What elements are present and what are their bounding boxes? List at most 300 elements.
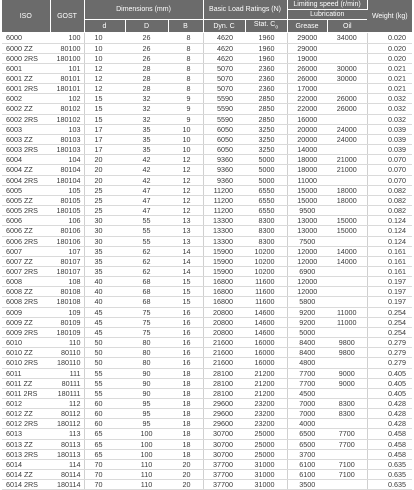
cell-gost: 111 xyxy=(50,368,84,378)
cell-d-large: 110 xyxy=(125,480,168,490)
cell-d-large: 42 xyxy=(125,165,168,175)
cell-b: 12 xyxy=(168,155,203,165)
cell-gost: 80108 xyxy=(50,287,84,297)
cell-d-small: 70 xyxy=(84,470,125,480)
cell-dyn: 20800 xyxy=(203,317,245,327)
cell-d-small: 30 xyxy=(84,236,125,246)
cell-d-small: 70 xyxy=(84,480,125,490)
table-row xyxy=(2,236,412,246)
cell-gost: 180108 xyxy=(50,297,84,307)
cell-iso: 6014 ZZ xyxy=(2,470,50,480)
cell-weight: 0.279 xyxy=(367,358,412,368)
col-header-stat xyxy=(245,20,287,33)
cell-stat: 5000 xyxy=(245,175,287,185)
cell-d-large: 90 xyxy=(125,388,168,398)
cell-oil: 7700 xyxy=(327,439,367,449)
table-row xyxy=(2,388,412,398)
cell-dyn: 29600 xyxy=(203,419,245,429)
cell-oil: 30000 xyxy=(327,74,367,84)
cell-weight: 0.635 xyxy=(367,470,412,480)
cell-grease: 6900 xyxy=(287,266,327,276)
cell-weight: 0.428 xyxy=(367,419,412,429)
cell-d-large: 28 xyxy=(125,84,168,94)
cell-stat: 1960 xyxy=(245,53,287,63)
cell-gost: 109 xyxy=(50,307,84,317)
cell-grease: 7000 xyxy=(287,409,327,419)
col-header-oil: Oil xyxy=(327,20,367,33)
cell-d-small: 20 xyxy=(84,165,125,175)
cell-grease: 22000 xyxy=(287,104,327,114)
cell-d-small: 60 xyxy=(84,409,125,419)
cell-oil: 30000 xyxy=(327,63,367,73)
cell-d-large: 47 xyxy=(125,185,168,195)
cell-stat: 31000 xyxy=(245,459,287,469)
cell-stat: 14600 xyxy=(245,317,287,327)
cell-oil: 7700 xyxy=(327,429,367,439)
cell-dyn: 4620 xyxy=(203,43,245,53)
cell-weight: 0.020 xyxy=(367,53,412,63)
table-row xyxy=(2,480,412,490)
cell-d-small: 55 xyxy=(84,368,125,378)
cell-gost: 180113 xyxy=(50,449,84,459)
cell-d-large: 47 xyxy=(125,206,168,216)
cell-grease: 16000 xyxy=(287,114,327,124)
cell-grease: 20000 xyxy=(287,134,327,144)
cell-b: 20 xyxy=(168,470,203,480)
cell-grease: 9200 xyxy=(287,317,327,327)
cell-b: 16 xyxy=(168,307,203,317)
cell-weight: 0.197 xyxy=(367,277,412,287)
cell-d-small: 20 xyxy=(84,175,125,185)
cell-oil xyxy=(327,53,367,63)
cell-grease: 5000 xyxy=(287,327,327,337)
cell-b: 14 xyxy=(168,256,203,266)
cell-oil: 18000 xyxy=(327,195,367,205)
cell-iso: 6007 2RS xyxy=(2,266,50,276)
cell-dyn: 4620 xyxy=(203,33,245,43)
cell-grease: 14000 xyxy=(287,145,327,155)
table-body xyxy=(2,33,412,490)
cell-dyn: 6050 xyxy=(203,145,245,155)
cell-grease: 3700 xyxy=(287,449,327,459)
col-header-grease: Grease xyxy=(287,20,327,33)
table-header xyxy=(2,0,412,33)
cell-weight: 0.032 xyxy=(367,114,412,124)
cell-iso: 6002 xyxy=(2,94,50,104)
cell-d-small: 12 xyxy=(84,84,125,94)
cell-iso: 6013 2RS xyxy=(2,449,50,459)
cell-gost: 110 xyxy=(50,338,84,348)
cell-gost: 103 xyxy=(50,124,84,134)
cell-stat: 3250 xyxy=(245,134,287,144)
cell-weight: 0.070 xyxy=(367,175,412,185)
cell-d-small: 70 xyxy=(84,459,125,469)
cell-gost: 80101 xyxy=(50,74,84,84)
cell-iso: 6009 xyxy=(2,307,50,317)
col-header-stat-sub: o xyxy=(275,24,279,31)
cell-grease: 29000 xyxy=(287,33,327,43)
cell-b: 20 xyxy=(168,459,203,469)
cell-dyn: 6050 xyxy=(203,134,245,144)
cell-weight: 0.635 xyxy=(367,480,412,490)
cell-b: 12 xyxy=(168,165,203,175)
table-row xyxy=(2,63,412,73)
cell-d-small: 35 xyxy=(84,256,125,266)
cell-d-large: 100 xyxy=(125,429,168,439)
cell-b: 8 xyxy=(168,74,203,84)
cell-gost: 180106 xyxy=(50,236,84,246)
cell-oil: 14000 xyxy=(327,246,367,256)
cell-iso: 6004 2RS xyxy=(2,175,50,185)
cell-gost: 80103 xyxy=(50,134,84,144)
cell-grease: 20000 xyxy=(287,124,327,134)
cell-d-large: 110 xyxy=(125,470,168,480)
cell-grease: 6100 xyxy=(287,470,327,480)
cell-d-small: 15 xyxy=(84,94,125,104)
cell-dyn: 16800 xyxy=(203,297,245,307)
cell-iso: 6010 2RS xyxy=(2,358,50,368)
cell-oil: 8300 xyxy=(327,399,367,409)
cell-b: 15 xyxy=(168,287,203,297)
cell-weight: 0.082 xyxy=(367,206,412,216)
cell-oil: 21000 xyxy=(327,155,367,165)
cell-b: 15 xyxy=(168,277,203,287)
cell-d-large: 47 xyxy=(125,195,168,205)
cell-b: 16 xyxy=(168,348,203,358)
cell-gost: 80114 xyxy=(50,470,84,480)
cell-d-large: 95 xyxy=(125,419,168,429)
cell-iso: 6005 ZZ xyxy=(2,195,50,205)
table-row xyxy=(2,216,412,226)
cell-dyn: 15900 xyxy=(203,266,245,276)
cell-d-small: 35 xyxy=(84,266,125,276)
cell-d-large: 68 xyxy=(125,287,168,297)
cell-grease: 4800 xyxy=(287,358,327,368)
cell-dyn: 20800 xyxy=(203,327,245,337)
cell-iso: 6014 2RS xyxy=(2,480,50,490)
cell-d-small: 12 xyxy=(84,63,125,73)
table-row xyxy=(2,358,412,368)
cell-dyn: 5070 xyxy=(203,63,245,73)
cell-d-small: 40 xyxy=(84,297,125,307)
cell-d-large: 80 xyxy=(125,338,168,348)
cell-dyn: 13300 xyxy=(203,216,245,226)
cell-iso: 6005 2RS xyxy=(2,206,50,216)
cell-oil xyxy=(327,358,367,368)
cell-iso: 6010 ZZ xyxy=(2,348,50,358)
cell-gost: 80106 xyxy=(50,226,84,236)
cell-b: 16 xyxy=(168,338,203,348)
cell-grease: 11000 xyxy=(287,175,327,185)
cell-weight: 0.124 xyxy=(367,226,412,236)
cell-grease: 8400 xyxy=(287,338,327,348)
cell-b: 13 xyxy=(168,236,203,246)
col-header-lubrication: Lubrication xyxy=(287,10,367,20)
cell-oil xyxy=(327,449,367,459)
cell-d-small: 25 xyxy=(84,206,125,216)
cell-d-large: 42 xyxy=(125,155,168,165)
cell-gost: 113 xyxy=(50,429,84,439)
cell-gost: 180100 xyxy=(50,53,84,63)
table-row xyxy=(2,327,412,337)
cell-iso: 6013 xyxy=(2,429,50,439)
cell-iso: 6012 2RS xyxy=(2,419,50,429)
table-row xyxy=(2,297,412,307)
cell-b: 18 xyxy=(168,439,203,449)
cell-b: 9 xyxy=(168,94,203,104)
cell-d-small: 17 xyxy=(84,145,125,155)
cell-stat: 16000 xyxy=(245,338,287,348)
cell-b: 16 xyxy=(168,317,203,327)
col-header-stat-label: Stat. C xyxy=(253,21,276,28)
cell-gost: 180107 xyxy=(50,266,84,276)
cell-d-large: 95 xyxy=(125,399,168,409)
cell-grease: 26000 xyxy=(287,63,327,73)
cell-d-small: 65 xyxy=(84,449,125,459)
cell-dyn: 5590 xyxy=(203,114,245,124)
cell-dyn: 13300 xyxy=(203,226,245,236)
cell-weight: 0.458 xyxy=(367,449,412,459)
cell-stat: 31000 xyxy=(245,480,287,490)
cell-grease: 4500 xyxy=(287,388,327,398)
cell-b: 13 xyxy=(168,226,203,236)
cell-dyn: 9360 xyxy=(203,175,245,185)
cell-d-small: 12 xyxy=(84,74,125,84)
table-row xyxy=(2,33,412,43)
table-row xyxy=(2,246,412,256)
cell-d-small: 60 xyxy=(84,399,125,409)
cell-stat: 23200 xyxy=(245,419,287,429)
cell-oil: 11000 xyxy=(327,307,367,317)
cell-iso: 6008 2RS xyxy=(2,297,50,307)
cell-b: 18 xyxy=(168,399,203,409)
table-row xyxy=(2,287,412,297)
cell-dyn: 15900 xyxy=(203,246,245,256)
cell-weight: 0.254 xyxy=(367,327,412,337)
cell-dyn: 11200 xyxy=(203,185,245,195)
cell-dyn: 15900 xyxy=(203,256,245,266)
cell-weight: 0.428 xyxy=(367,409,412,419)
cell-gost: 80110 xyxy=(50,348,84,358)
cell-d-large: 42 xyxy=(125,175,168,185)
cell-stat: 5000 xyxy=(245,155,287,165)
table-row xyxy=(2,114,412,124)
cell-dyn: 11200 xyxy=(203,195,245,205)
cell-stat: 10200 xyxy=(245,256,287,266)
cell-iso: 6000 2RS xyxy=(2,53,50,63)
cell-grease: 6500 xyxy=(287,429,327,439)
cell-gost: 112 xyxy=(50,399,84,409)
cell-stat: 21200 xyxy=(245,378,287,388)
table-row xyxy=(2,43,412,53)
cell-grease: 7700 xyxy=(287,378,327,388)
cell-d-large: 32 xyxy=(125,114,168,124)
cell-grease: 7700 xyxy=(287,368,327,378)
table-row xyxy=(2,104,412,114)
cell-d-large: 110 xyxy=(125,459,168,469)
col-header-dimensions: Dimensions (mm) xyxy=(84,0,203,20)
cell-dyn: 5590 xyxy=(203,94,245,104)
cell-weight: 0.020 xyxy=(367,33,412,43)
cell-b: 14 xyxy=(168,246,203,256)
cell-stat: 8300 xyxy=(245,216,287,226)
cell-oil xyxy=(327,266,367,276)
cell-gost: 180101 xyxy=(50,84,84,94)
cell-d-small: 65 xyxy=(84,429,125,439)
cell-d-large: 75 xyxy=(125,327,168,337)
cell-b: 12 xyxy=(168,195,203,205)
cell-iso: 6009 ZZ xyxy=(2,317,50,327)
cell-b: 12 xyxy=(168,206,203,216)
cell-gost: 180111 xyxy=(50,388,84,398)
cell-b: 18 xyxy=(168,368,203,378)
cell-b: 18 xyxy=(168,429,203,439)
table-row xyxy=(2,124,412,134)
cell-d-small: 45 xyxy=(84,327,125,337)
cell-b: 20 xyxy=(168,480,203,490)
cell-iso: 6008 xyxy=(2,277,50,287)
cell-dyn: 16800 xyxy=(203,277,245,287)
cell-d-large: 80 xyxy=(125,358,168,368)
cell-dyn: 28100 xyxy=(203,388,245,398)
cell-weight: 0.032 xyxy=(367,104,412,114)
cell-gost: 100 xyxy=(50,33,84,43)
table-row xyxy=(2,317,412,327)
table-row xyxy=(2,53,412,63)
cell-grease: 5800 xyxy=(287,297,327,307)
cell-iso: 6005 xyxy=(2,185,50,195)
cell-grease: 7000 xyxy=(287,399,327,409)
cell-d-large: 26 xyxy=(125,43,168,53)
cell-weight: 0.458 xyxy=(367,439,412,449)
cell-iso: 6009 2RS xyxy=(2,327,50,337)
cell-oil: 9800 xyxy=(327,348,367,358)
cell-gost: 107 xyxy=(50,246,84,256)
cell-oil: 14000 xyxy=(327,256,367,266)
cell-d-large: 90 xyxy=(125,378,168,388)
cell-gost: 180114 xyxy=(50,480,84,490)
cell-oil: 7100 xyxy=(327,470,367,480)
cell-stat: 2360 xyxy=(245,84,287,94)
cell-oil: 15000 xyxy=(327,226,367,236)
cell-stat: 16000 xyxy=(245,348,287,358)
cell-oil: 18000 xyxy=(327,185,367,195)
cell-weight: 0.161 xyxy=(367,266,412,276)
cell-stat: 2850 xyxy=(245,114,287,124)
cell-oil xyxy=(327,175,367,185)
cell-oil xyxy=(327,43,367,53)
cell-grease: 12000 xyxy=(287,287,327,297)
cell-weight: 0.197 xyxy=(367,287,412,297)
cell-gost: 108 xyxy=(50,277,84,287)
cell-gost: 80105 xyxy=(50,195,84,205)
cell-stat: 25000 xyxy=(245,429,287,439)
cell-b: 16 xyxy=(168,358,203,368)
cell-grease: 13000 xyxy=(287,226,327,236)
cell-d-large: 32 xyxy=(125,104,168,114)
cell-d-large: 55 xyxy=(125,236,168,246)
cell-dyn: 28100 xyxy=(203,378,245,388)
cell-weight: 0.021 xyxy=(367,74,412,84)
cell-b: 18 xyxy=(168,388,203,398)
cell-b: 18 xyxy=(168,378,203,388)
cell-gost: 180103 xyxy=(50,145,84,155)
cell-grease: 15000 xyxy=(287,185,327,195)
cell-gost: 80113 xyxy=(50,439,84,449)
cell-d-small: 15 xyxy=(84,114,125,124)
cell-d-small: 30 xyxy=(84,226,125,236)
cell-gost: 80104 xyxy=(50,165,84,175)
table-row xyxy=(2,195,412,205)
cell-iso: 6003 ZZ xyxy=(2,134,50,144)
cell-weight: 0.021 xyxy=(367,84,412,94)
cell-d-large: 75 xyxy=(125,307,168,317)
cell-b: 12 xyxy=(168,175,203,185)
cell-d-large: 55 xyxy=(125,216,168,226)
cell-oil: 9800 xyxy=(327,338,367,348)
cell-iso: 6013 ZZ xyxy=(2,439,50,449)
cell-d-large: 26 xyxy=(125,53,168,63)
cell-dyn: 16800 xyxy=(203,287,245,297)
cell-d-small: 35 xyxy=(84,246,125,256)
cell-grease: 15000 xyxy=(287,195,327,205)
cell-d-small: 20 xyxy=(84,155,125,165)
table-row xyxy=(2,277,412,287)
cell-dyn: 30700 xyxy=(203,429,245,439)
cell-d-small: 10 xyxy=(84,33,125,43)
cell-grease: 9200 xyxy=(287,307,327,317)
cell-stat: 1960 xyxy=(245,43,287,53)
cell-weight: 0.124 xyxy=(367,236,412,246)
cell-stat: 6550 xyxy=(245,206,287,216)
cell-d-large: 28 xyxy=(125,74,168,84)
cell-iso: 6012 xyxy=(2,399,50,409)
col-header-dyn: Dyn. C xyxy=(203,20,245,33)
cell-weight: 0.405 xyxy=(367,378,412,388)
table-row xyxy=(2,94,412,104)
cell-weight: 0.161 xyxy=(367,246,412,256)
cell-grease: 7500 xyxy=(287,236,327,246)
cell-b: 18 xyxy=(168,409,203,419)
cell-weight: 0.635 xyxy=(367,459,412,469)
cell-d-small: 15 xyxy=(84,104,125,114)
cell-b: 15 xyxy=(168,297,203,307)
cell-stat: 8300 xyxy=(245,226,287,236)
cell-iso: 6011 2RS xyxy=(2,388,50,398)
cell-grease: 26000 xyxy=(287,74,327,84)
cell-stat: 11600 xyxy=(245,277,287,287)
cell-weight: 0.458 xyxy=(367,429,412,439)
cell-d-small: 60 xyxy=(84,419,125,429)
cell-gost: 80107 xyxy=(50,256,84,266)
cell-gost: 180110 xyxy=(50,358,84,368)
cell-gost: 180112 xyxy=(50,419,84,429)
cell-gost: 114 xyxy=(50,459,84,469)
cell-d-small: 65 xyxy=(84,439,125,449)
cell-d-large: 62 xyxy=(125,256,168,266)
cell-grease: 12000 xyxy=(287,246,327,256)
cell-stat: 14600 xyxy=(245,307,287,317)
cell-d-small: 50 xyxy=(84,338,125,348)
cell-d-large: 68 xyxy=(125,297,168,307)
cell-b: 8 xyxy=(168,53,203,63)
cell-stat: 2850 xyxy=(245,104,287,114)
cell-dyn: 4620 xyxy=(203,53,245,63)
cell-stat: 6550 xyxy=(245,195,287,205)
cell-d-small: 30 xyxy=(84,216,125,226)
cell-d-large: 35 xyxy=(125,124,168,134)
cell-iso: 6006 2RS xyxy=(2,236,50,246)
